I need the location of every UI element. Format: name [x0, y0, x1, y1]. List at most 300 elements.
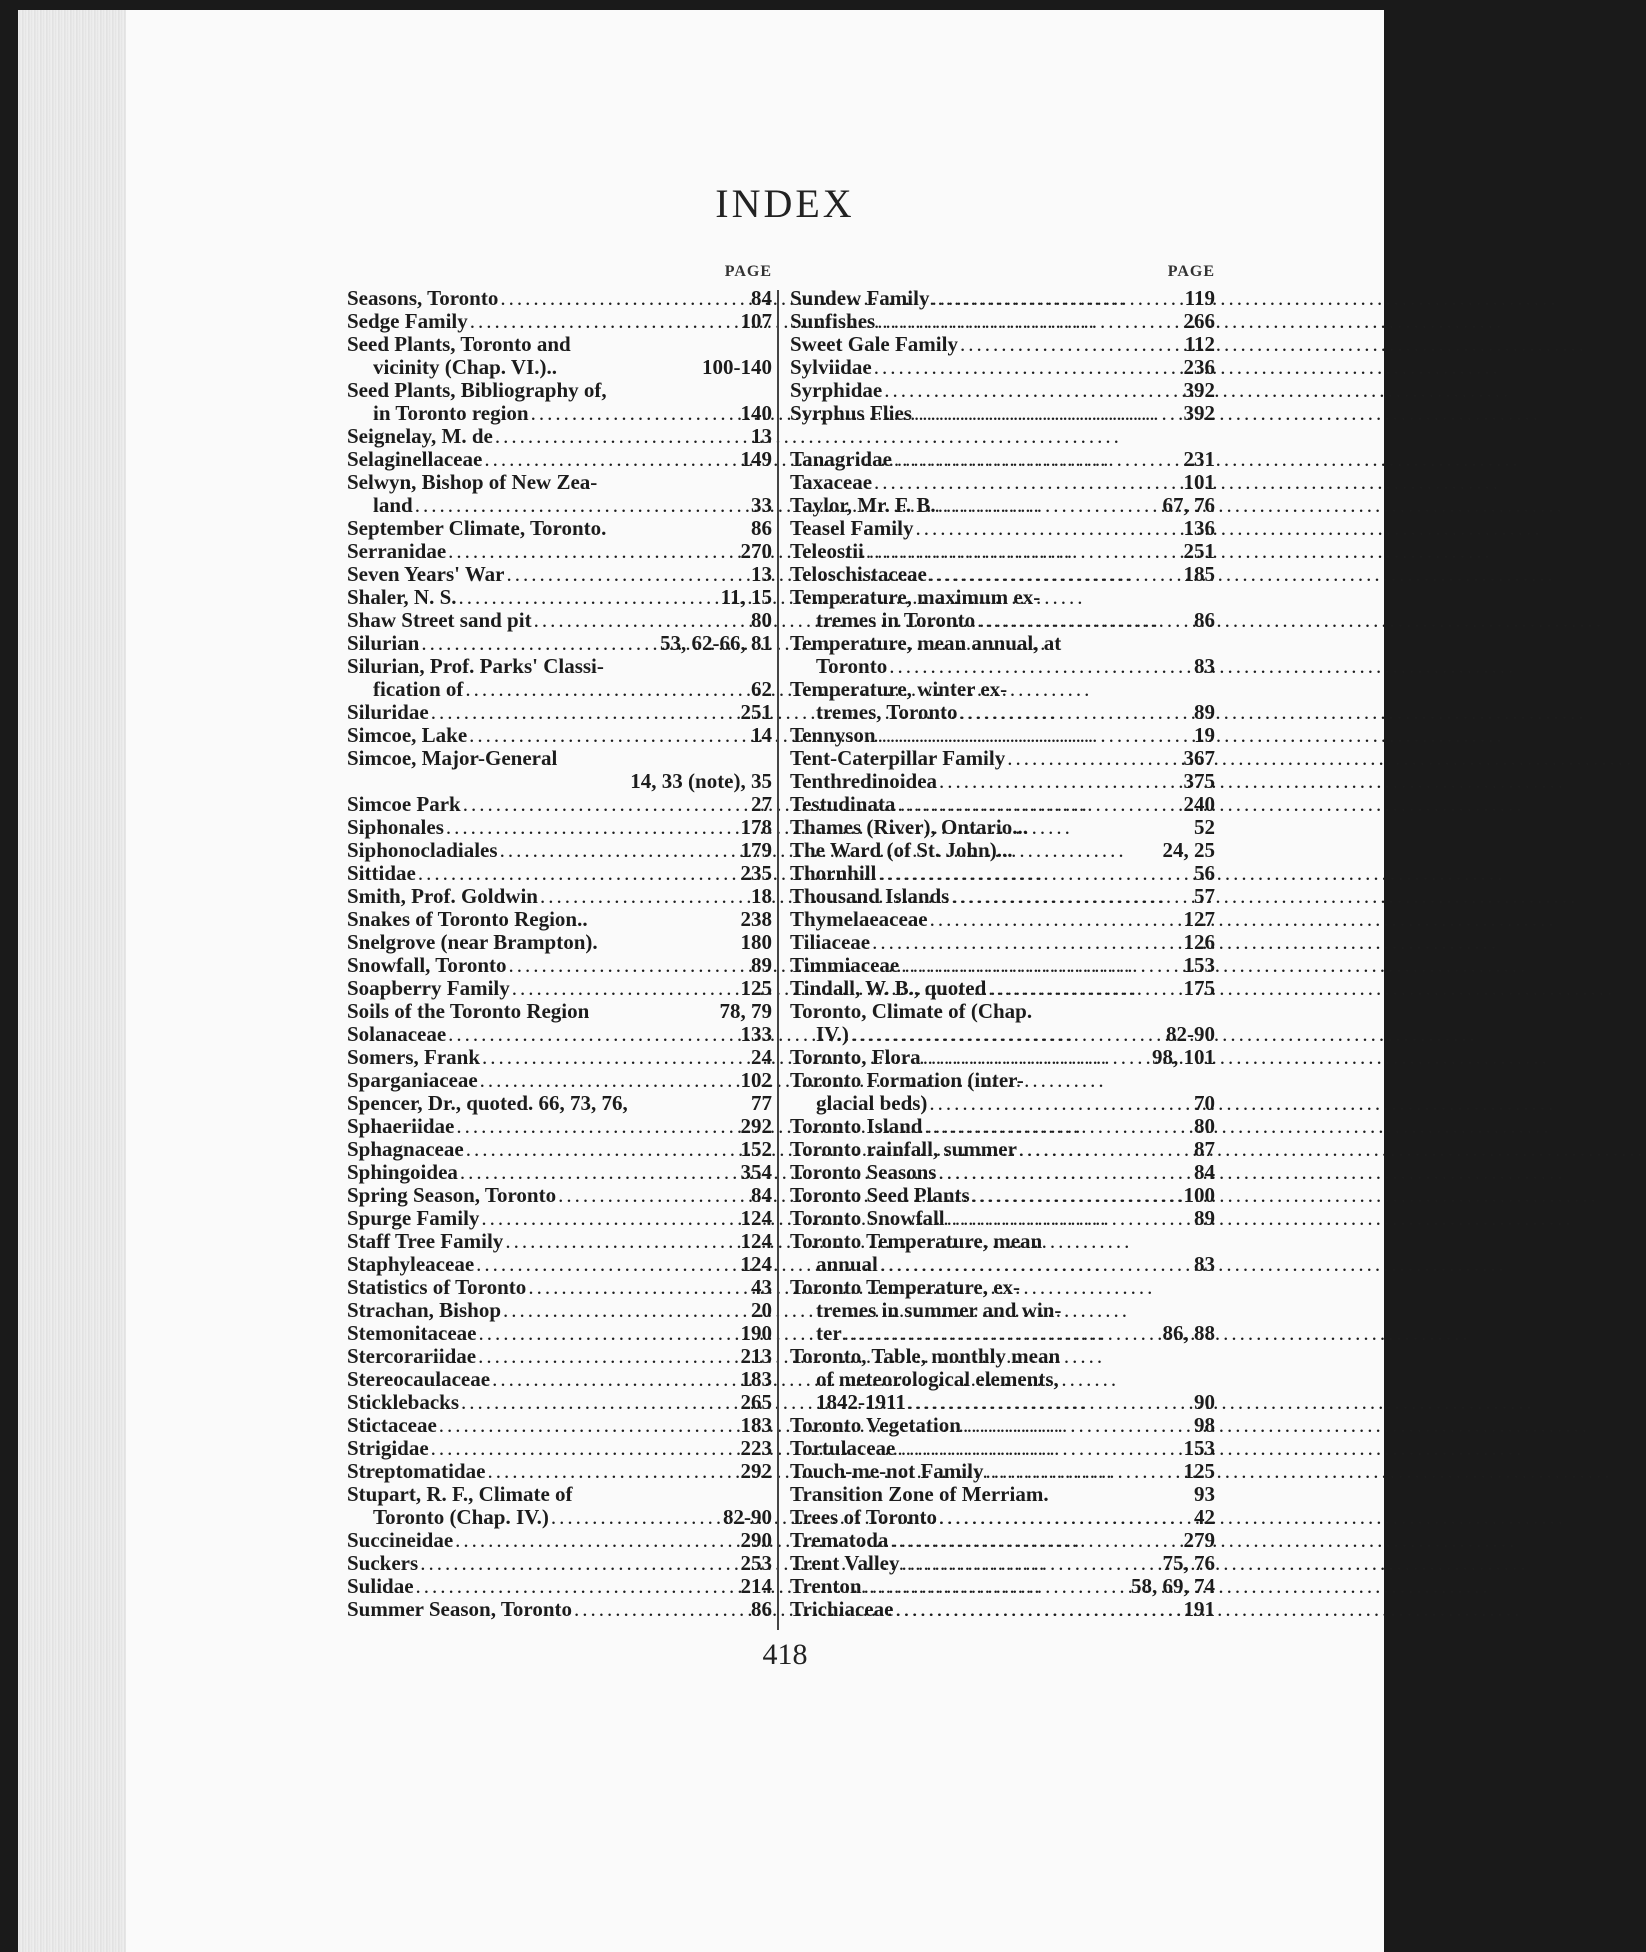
entry-term: Toronto Temperature, ex- — [790, 1275, 1021, 1299]
index-entry — [347, 1046, 772, 1069]
entry-term: Staff Tree Family — [347, 1229, 504, 1253]
entry-term: Tent-Caterpillar Family — [790, 746, 1006, 770]
entry-page: 238 — [740, 907, 772, 931]
index-entry — [347, 540, 772, 563]
dot-leader — [972, 1184, 1182, 1207]
entry-term: Spurge Family — [347, 1206, 480, 1230]
dot-leader — [446, 816, 739, 839]
entry-page: 133 — [740, 1022, 772, 1046]
entry-term: Staphyleaceae — [347, 1252, 475, 1276]
dot-leader — [901, 1552, 1160, 1575]
entry-term: Sulidae — [347, 1574, 414, 1598]
entry-page: 100 — [1183, 1183, 1215, 1207]
entry-page: 124 — [740, 1229, 772, 1253]
entry-page: 33 — [751, 493, 772, 517]
index-entry — [790, 1023, 1215, 1046]
index-entry — [790, 1483, 1215, 1506]
entry-term: in Toronto region — [373, 401, 529, 425]
index-entry — [790, 885, 1215, 908]
entry-term: Smith, Prof. Goldwin — [347, 884, 538, 908]
entry-term: Sundew Family — [790, 286, 930, 310]
entry-page: 179 — [740, 838, 772, 862]
entry-page: 98, 101 — [1152, 1045, 1215, 1069]
index-entry — [347, 356, 772, 379]
entry-term: Toronto rainfall, summer — [790, 1137, 1017, 1161]
entry-page: 83 — [1194, 654, 1215, 678]
index-entry — [790, 517, 1215, 540]
entry-term: Tanagridae — [790, 447, 892, 471]
dot-leader — [931, 287, 1182, 310]
index-entry — [347, 1138, 772, 1161]
entry-term: Sweet Gale Family — [790, 332, 958, 356]
entry-page: 153 — [1183, 953, 1215, 977]
entry-term: Trichiaceae — [790, 1597, 894, 1621]
index-entry — [347, 1598, 772, 1621]
index-entry — [790, 747, 1215, 770]
index-entry — [790, 954, 1215, 977]
entry-term: vicinity (Chap. VI.).. — [373, 355, 557, 379]
index-entry — [347, 839, 772, 862]
dot-leader — [960, 333, 1183, 356]
dot-leader — [915, 517, 1181, 540]
entry-term: Testudinata — [790, 792, 896, 816]
entry-term: Shaw Street sand pit — [347, 608, 532, 632]
entry-term: Silurian, Prof. Parks' Classi- — [347, 654, 604, 678]
entry-page: 27 — [751, 792, 772, 816]
index-entry — [790, 563, 1215, 586]
entry-page: 290 — [740, 1528, 772, 1552]
index-entry — [790, 379, 1215, 402]
entry-term: 1842-1911 — [816, 1390, 906, 1414]
entry-page: 13 — [751, 562, 772, 586]
index-entry — [790, 816, 1215, 839]
entry-term: Teasel Family — [790, 516, 914, 540]
dot-leader — [487, 1460, 738, 1483]
entry-page: 190 — [740, 1321, 772, 1345]
index-entry — [347, 1276, 772, 1299]
entry-page: 235 — [740, 861, 772, 885]
index-entry — [790, 494, 1215, 517]
entry-page: 102 — [740, 1068, 772, 1092]
index-entry — [790, 701, 1215, 724]
index-entry — [347, 1506, 772, 1529]
entry-page: 20 — [751, 1298, 772, 1322]
entry-term: Snakes of Toronto Region.. — [347, 907, 588, 931]
index-entry — [347, 1368, 772, 1391]
entry-page: 119 — [1184, 286, 1215, 310]
dot-leader — [420, 1552, 738, 1575]
index-entry — [347, 379, 772, 402]
index-entry — [790, 1138, 1215, 1161]
entry-page: 77 — [751, 1091, 772, 1115]
entry-term: tremes in summer and win- — [816, 1298, 1062, 1322]
dot-leader — [574, 1598, 749, 1621]
dot-leader — [469, 724, 749, 747]
index-entry — [347, 586, 772, 609]
entry-page: 180 — [740, 930, 772, 954]
column-divider — [777, 290, 779, 1630]
index-entry — [347, 977, 772, 1000]
dot-leader — [923, 1046, 1150, 1069]
entry-term: Timmiaceae — [790, 953, 900, 977]
entry-term: Sunfishes — [790, 309, 876, 333]
index-entry — [347, 1000, 772, 1023]
index-entry — [790, 1391, 1215, 1414]
entry-page: 43 — [751, 1275, 772, 1299]
dot-leader — [963, 1414, 1192, 1437]
entry-page: 183 — [740, 1413, 772, 1437]
dot-leader — [908, 1391, 1192, 1414]
entry-term: Thymelaeaceae — [790, 907, 928, 931]
dot-leader — [938, 494, 1161, 517]
index-entry — [347, 1230, 772, 1253]
index-entry — [790, 1069, 1215, 1092]
entry-page: 90 — [1194, 1390, 1215, 1414]
entry-page: 253 — [740, 1551, 772, 1575]
index-entry — [347, 1299, 772, 1322]
index-entry — [347, 1161, 772, 1184]
index-entry — [790, 586, 1215, 609]
entry-page: 24, 25 — [1162, 838, 1215, 862]
entry-page: 86 — [751, 1597, 772, 1621]
index-entry — [790, 724, 1215, 747]
index-entry — [790, 1552, 1215, 1575]
entry-term: Touch-me-not Family — [790, 1459, 984, 1483]
entry-term: Tennyson — [790, 723, 876, 747]
entry-page: 153 — [1183, 1436, 1215, 1460]
entry-term: Teloschistaceae — [790, 562, 927, 586]
entry-page: 279 — [1183, 1528, 1215, 1552]
entry-term: IV.) — [816, 1022, 849, 1046]
entry-term: Stereocaulaceae — [347, 1367, 491, 1391]
entry-term: Temperature, maximum ex- — [790, 585, 1041, 609]
entry-term: Stercorariidae — [347, 1344, 477, 1368]
dot-leader — [864, 1575, 1129, 1598]
entry-page: 56 — [1194, 861, 1215, 885]
entry-page: 149 — [740, 447, 772, 471]
dot-leader — [476, 1253, 738, 1276]
entry-page: 89 — [751, 953, 772, 977]
dot-leader — [866, 540, 1182, 563]
index-entry — [790, 1207, 1215, 1230]
index-entry — [347, 1414, 772, 1437]
index-entry — [790, 1184, 1215, 1207]
entry-page: 178 — [740, 815, 772, 839]
entry-page: 14, 33 (note), 35 — [630, 769, 772, 793]
entry-page: 13 — [751, 424, 772, 448]
page-number: 418 — [762, 1638, 808, 1671]
entry-page: 18 — [751, 884, 772, 908]
entry-term: Sparganiaceae — [347, 1068, 478, 1092]
entry-page: 183 — [740, 1367, 772, 1391]
entry-page: 86 — [751, 516, 772, 540]
index-entry — [347, 494, 772, 517]
entry-page: 70 — [1194, 1091, 1215, 1115]
entry-term: Suckers — [347, 1551, 419, 1575]
dot-leader — [844, 1322, 1161, 1345]
entry-term: Seignelay, M. de — [347, 424, 493, 448]
entry-page: 52 — [1194, 815, 1215, 839]
index-entry — [347, 563, 772, 586]
entry-term: Toronto Seasons — [790, 1160, 937, 1184]
entry-term: Summer Season, Toronto — [347, 1597, 573, 1621]
dot-leader — [439, 1414, 739, 1437]
entry-term: Siphonocladiales — [347, 838, 498, 862]
entry-term: land — [373, 493, 413, 517]
entry-term: Toronto Island — [790, 1114, 923, 1138]
entry-term: Strigidae — [347, 1436, 429, 1460]
index-entry — [790, 655, 1215, 678]
page-column-header: PAGE — [724, 263, 772, 280]
dot-leader — [880, 1253, 1192, 1276]
entry-term: Temperature, winter ex- — [790, 677, 1008, 701]
index-entry — [790, 333, 1215, 356]
dot-leader — [930, 908, 1182, 931]
dot-leader — [878, 862, 1192, 885]
index-entry — [790, 287, 1215, 310]
entry-term: Toronto, Flora — [790, 1045, 921, 1069]
entry-term: Sylviidae — [790, 355, 872, 379]
entry-page: 84 — [751, 286, 772, 310]
entry-page: 58, 69, 74 — [1131, 1574, 1215, 1598]
index-entry — [790, 1322, 1215, 1345]
index-entry — [347, 609, 772, 632]
dot-leader — [877, 310, 1181, 333]
dot-leader — [484, 448, 738, 471]
entry-term: Taylor, Mr. F. B. — [790, 493, 936, 517]
index-entry — [347, 471, 772, 494]
entry-term: Toronto Snowfall — [790, 1206, 945, 1230]
index-entry — [347, 517, 772, 540]
entry-page: 11, 15 — [720, 585, 772, 609]
entry-page: 89 — [1194, 700, 1215, 724]
index-entry — [347, 908, 772, 931]
dot-leader — [558, 1184, 749, 1207]
index-entry — [790, 1253, 1215, 1276]
entry-term: Sphagnaceae — [347, 1137, 464, 1161]
entry-page: 292 — [740, 1459, 772, 1483]
entry-term: Seven Years' War — [347, 562, 505, 586]
entry-page: 87 — [1194, 1137, 1215, 1161]
entry-term: Trenton — [790, 1574, 862, 1598]
entry-page: 265 — [740, 1390, 772, 1414]
dot-leader — [421, 632, 658, 655]
index-column-left — [347, 263, 772, 1621]
index-column-right — [790, 263, 1215, 1621]
index-entry — [790, 1575, 1215, 1598]
dot-leader — [889, 655, 1192, 678]
index-entry — [347, 747, 772, 770]
dot-leader — [507, 563, 750, 586]
dot-leader — [505, 1230, 738, 1253]
entry-page: 100-140 — [702, 355, 772, 379]
dot-leader — [914, 402, 1182, 425]
dot-leader — [531, 402, 739, 425]
entry-page: 19 — [1194, 723, 1215, 747]
page-column-header: PAGE — [1167, 263, 1215, 280]
index-entry — [790, 1437, 1215, 1460]
dot-leader — [509, 954, 750, 977]
index-entry — [790, 1161, 1215, 1184]
index-entry — [347, 1023, 772, 1046]
dot-leader — [470, 310, 739, 333]
index-entry — [790, 908, 1215, 931]
dot-leader — [929, 563, 1182, 586]
entry-page: 354 — [740, 1160, 772, 1184]
dot-leader — [534, 609, 749, 632]
dot-leader — [988, 977, 1181, 1000]
index-entry — [790, 931, 1215, 954]
index-entry — [347, 655, 772, 678]
index-entry — [790, 1368, 1215, 1391]
dot-leader — [977, 609, 1192, 632]
entry-page: 126 — [1183, 930, 1215, 954]
entry-page: 75, 76 — [1162, 1551, 1215, 1575]
entry-term: Toronto, Climate of (Chap. — [790, 999, 1033, 1023]
index-entry — [347, 862, 772, 885]
entry-term: Simcoe, Major-General — [347, 746, 558, 770]
index-entry — [347, 1207, 772, 1230]
entry-page: 140 — [740, 401, 772, 425]
index-entry — [790, 1460, 1215, 1483]
entry-page: 83 — [1194, 1252, 1215, 1276]
entry-page: 82-90 — [1166, 1022, 1215, 1046]
entry-term: Silurian — [347, 631, 420, 655]
entry-term: Trematoda — [790, 1528, 889, 1552]
dot-leader — [901, 954, 1181, 977]
dot-leader — [465, 678, 749, 701]
index-entry — [347, 1575, 772, 1598]
dot-leader — [456, 1115, 738, 1138]
entry-term: Syrphidae — [790, 378, 883, 402]
entry-page: 136 — [1183, 516, 1215, 540]
entry-term: Solanaceae — [347, 1022, 447, 1046]
index-entry — [790, 1529, 1215, 1552]
index-entry — [790, 1345, 1215, 1368]
entry-page: 124 — [740, 1206, 772, 1230]
entry-term: September Climate, Toronto. — [347, 516, 607, 540]
entry-term: Seed Plants, Toronto and — [347, 332, 571, 356]
dot-leader — [874, 471, 1181, 494]
index-entry — [790, 1092, 1215, 1115]
dot-leader — [985, 1460, 1181, 1483]
entry-term: Seasons, Toronto — [347, 286, 499, 310]
entry-page: 82-90 — [723, 1505, 772, 1529]
entry-page: 86 — [1194, 608, 1215, 632]
entry-page: 191 — [1183, 1597, 1215, 1621]
entry-term: Toronto Temperature, mean — [790, 1229, 1043, 1253]
dot-leader — [478, 1322, 738, 1345]
entry-page: 127 — [1183, 907, 1215, 931]
entry-page: 125 — [740, 976, 772, 1000]
index-entry — [790, 862, 1215, 885]
entry-term: fication of — [373, 677, 464, 701]
entry-page: 214 — [740, 1574, 772, 1598]
entry-page: 53, 62-66, 81 — [660, 631, 772, 655]
index-entry — [347, 793, 772, 816]
entry-term: Thornhill — [790, 861, 877, 885]
entry-term: Toronto Vegetation — [790, 1413, 961, 1437]
entry-page: 98 — [1194, 1413, 1215, 1437]
dot-leader — [448, 540, 738, 563]
index-entry — [347, 770, 772, 793]
entry-term: annual — [816, 1252, 878, 1276]
index-entry — [347, 1529, 772, 1552]
dot-leader — [540, 885, 749, 908]
entry-page: 236 — [1183, 355, 1215, 379]
index-entry — [347, 931, 772, 954]
index-entry — [347, 1322, 772, 1345]
dot-leader — [512, 977, 739, 1000]
index-entry — [347, 1552, 772, 1575]
dot-leader — [939, 1506, 1192, 1529]
index-entry — [347, 954, 772, 977]
dot-leader — [897, 793, 1181, 816]
dot-leader — [500, 287, 749, 310]
entry-term: Trent Valley — [790, 1551, 900, 1575]
entry-term: ter — [816, 1321, 842, 1345]
entry-page: 392 — [1183, 401, 1215, 425]
entry-page: 84 — [1194, 1160, 1215, 1184]
index-entry — [347, 1069, 772, 1092]
index-entry — [347, 1483, 772, 1506]
index-entry — [347, 1437, 772, 1460]
entry-page: 270 — [740, 539, 772, 563]
entry-term: of meteorological elements, — [816, 1367, 1059, 1391]
entry-term: The Ward (of St. John)... — [790, 838, 1013, 862]
dot-leader — [960, 701, 1192, 724]
index-entry — [790, 471, 1215, 494]
entry-term: Streptomatidae — [347, 1459, 486, 1483]
dot-leader — [448, 1023, 738, 1046]
entry-page: 93 — [1194, 1482, 1215, 1506]
index-entry — [347, 678, 772, 701]
entry-page: 231 — [1183, 447, 1215, 471]
index-entry — [790, 839, 1215, 862]
dot-leader — [929, 1092, 1192, 1115]
entry-term: Teleostii — [790, 539, 864, 563]
entry-page: 86, 88 — [1162, 1321, 1215, 1345]
entry-term: Temperature, mean annual, at — [790, 631, 1062, 655]
entry-term: Spring Season, Toronto — [347, 1183, 557, 1207]
dot-leader — [431, 1437, 739, 1460]
entry-term: Serranidae — [347, 539, 447, 563]
index-entry — [790, 425, 1215, 448]
entry-term: Trees of Toronto — [790, 1505, 938, 1529]
entry-page: 367 — [1183, 746, 1215, 770]
dot-leader — [884, 379, 1181, 402]
index-entry — [790, 678, 1215, 701]
entry-page: 152 — [740, 1137, 772, 1161]
entry-term: Thames (River), Ontario... — [790, 815, 1028, 839]
index-title: INDEX — [715, 181, 855, 226]
dot-leader — [951, 885, 1192, 908]
entry-term: Simcoe Park — [347, 792, 461, 816]
dot-leader — [416, 1575, 739, 1598]
entry-term: Sedge Family — [347, 309, 468, 333]
entry-page: 240 — [1183, 792, 1215, 816]
dot-leader — [874, 356, 1182, 379]
index-entry — [347, 1184, 772, 1207]
dot-leader — [1007, 747, 1181, 770]
entry-term: Shaler, N. S. — [347, 585, 457, 609]
entry-page: 101 — [1183, 470, 1215, 494]
entry-term: Spencer, Dr., quoted. 66, 73, 76, — [347, 1091, 628, 1115]
entry-page: 213 — [740, 1344, 772, 1368]
entry-term: Sittidae — [347, 861, 416, 885]
dot-leader — [455, 1529, 738, 1552]
dot-leader — [481, 1207, 738, 1230]
